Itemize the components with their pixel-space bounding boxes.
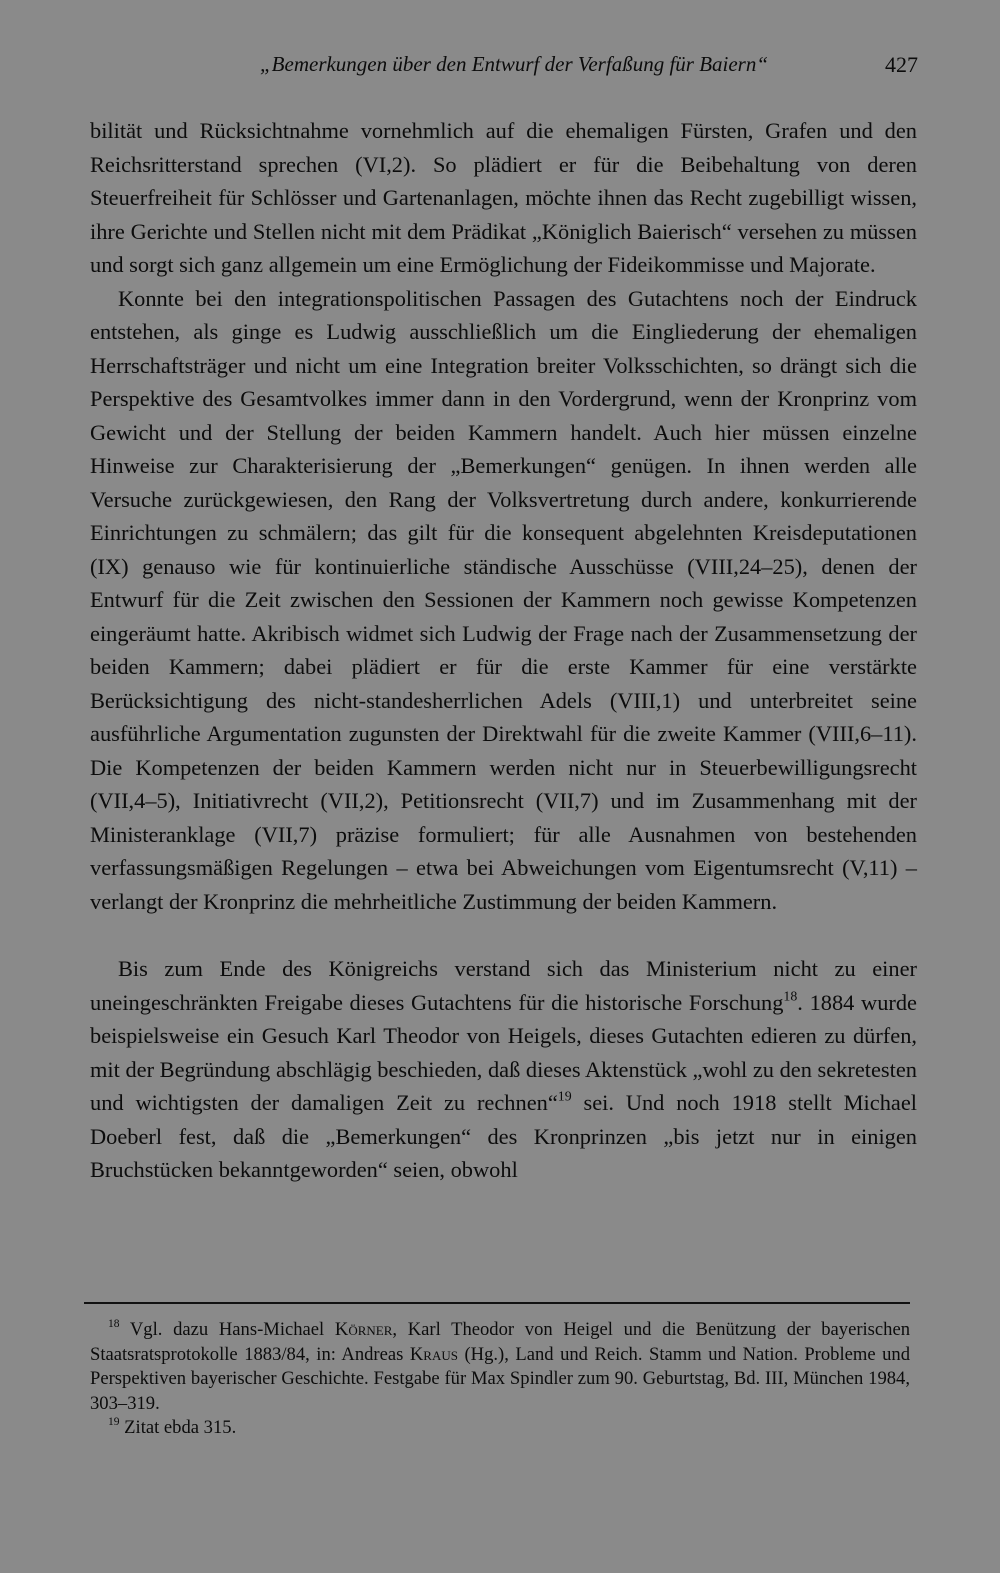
running-head (90, 52, 918, 82)
footnote-18-text-3: (Hg.), Land und Reich. Stamm und Nation. Probleme und Perspektiven bayerischer Geschichte. Festgabe für Max Spindler zum 90. Geburtstag, Bd. III, München 1984, 303–319. (90, 1343, 910, 1414)
paragraph-3-part-1: Bis zum Ende des Königreichs verstand sich das Ministerium nicht zu einer uneingeschränkten Freigabe dieses Gutachtens für die historische Forschung (90, 956, 917, 1015)
footnote-19 (90, 1416, 910, 1441)
footnote-ref-19[interactable]: 19 (557, 1089, 572, 1105)
body-text (90, 114, 917, 1187)
page-number: 427 (885, 52, 918, 77)
footnote-18-author-2: Kraus (409, 1343, 458, 1365)
footnote-18-mark: 18 (108, 1317, 120, 1330)
paragraph-1: bilität und Rücksichtnahme vornehmlich auf die ehemaligen Fürsten, Grafen und den Reichsritterstand sprechen (VI,2). So plädiert er für die Beibehaltung von deren Steuerfreiheit für Schlösser und Gartenanlagen, möchte ihnen das Recht zugebilligt wissen, ihre Gerichte und Stellen nicht mit dem Prädikat „Königlich Baierisch“ versehen zu müssen und sorgt sich ganz allgemein um eine Ermöglichung der Fideikommisse und Majorate. (90, 118, 917, 277)
footnote-19-mark: 19 (108, 1415, 120, 1428)
footnote-ref-18[interactable]: 18 (783, 988, 798, 1004)
footnote-18 (90, 1318, 910, 1416)
footnote-divider (84, 1302, 910, 1304)
footnote-18-author-1: Körner (334, 1319, 393, 1340)
paragraph-3-part-3: sei. Und noch 1918 stellt Michael Doeberl fest, daß die „Bemerkungen“ des Kronprinzen „bis jetzt nur in einigen Bruchstücken bekanntgeworden“ seien, obwohl (90, 1090, 917, 1182)
running-title: „Bemerkungen über den Entwurf der Verfaßung für Baiern“ (260, 52, 769, 76)
footnotes (90, 1318, 910, 1441)
footnote-19-text: Zitat ebda 315. (124, 1417, 237, 1438)
paragraph-3 (90, 952, 917, 1187)
footnote-18-text-2: , Karl Theodor von Heigel und die Benützung der bayerischen Staatsratsprotokolle 1883/84, in: Andreas (90, 1319, 911, 1365)
paragraph-2: Konnte bei den integrationspolitischen Passagen des Gutachtens noch der Eindruck entstehen, als ginge es Ludwig ausschließlich um die Eingliederung der ehemaligen Herrschaftsträger und nicht um eine Integration breiter Volksschichten, so drängt sich die Perspektive des Gesamtvolkes immer dann in den Vordergrund, wenn der Kronprinz vom Gewicht und der Stellung der beiden Kammern handelt. Auch hier müssen einzelne Hinweise zur Charakterisierung der „Bemerkungen“ genügen. In ihnen werden alle Versuche zurückgewiesen, den Rang der Volksvertretung durch andere, konkurrierende Einrichtungen zu schmälern; das gilt für die konsequent abgelehnten Kreisdeputationen (IX) genauso wie für kontinuierliche ständische Ausschüsse (VIII,24–25), denen der Entwurf für die Zeit zwischen den Sessionen der Kammern noch gewisse Kompetenzen eingeräumt hatte. Akribisch widmet sich Ludwig der Frage nach der Zusammensetzung der beiden Kammern; dabei plädiert er für die erste Kammer für eine verstärkte Berücksichtigung des nicht-standesherrlichen Adels (VIII,1) und unterbreitet seine ausführliche Argumentation zugunsten der Direktwahl für die zweite Kammer (VIII,6–11). Die Kompetenzen der beiden Kammern werden nicht nur in Steuerbewilligungsrecht (VII,4–5), Initiativrecht (VII,2), Petitionsrecht (VII,7) und im Zusammenhang mit der Ministeranklage (VII,7) präzise formuliert; für alle Ausnahmen von bestehenden verfassungsmäßigen Regelungen – etwa bei Abweichungen vom Eigentumsrecht (V,11) – verlangt der Kronprinz die mehrheitliche Zustimmung der beiden Kammern. (90, 285, 917, 914)
footnote-18-text-1: Vgl. dazu Hans-Michael (129, 1319, 335, 1340)
paragraph-3-part-2: . 1884 wurde beispielsweise ein Gesuch Karl Theodor von Heigels, dieses Gutachten edieren zu dürfen, mit der Begründung abschlägig beschieden, daß dieses Aktenstück „wohl zu den sekretesten und wichtigsten der damaligen Zeit zu rechnen“ (90, 989, 917, 1115)
